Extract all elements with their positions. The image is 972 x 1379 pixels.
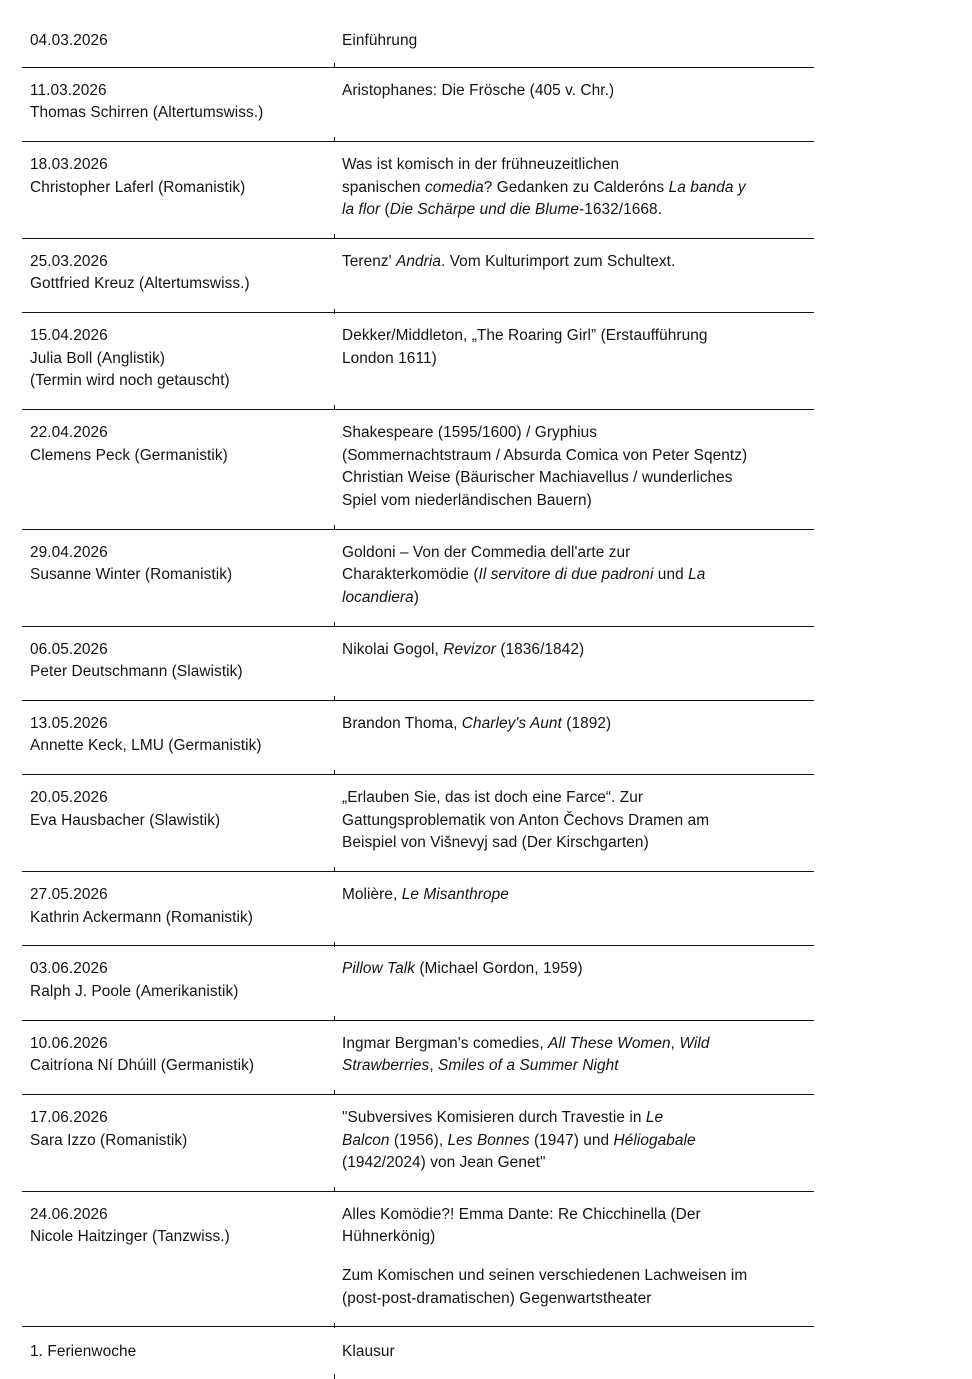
table-row <box>22 67 814 141</box>
text-run: -1632/1668. <box>579 201 663 219</box>
text-run: (Sommernachtstraum / Absurda Comica von Peter Sqentz) <box>342 446 748 464</box>
schedule-speaker: Susanne Winter (Romanistik) <box>30 566 233 584</box>
text-run: und <box>653 566 689 584</box>
text-run: Brandon Thoma, <box>342 714 462 732</box>
schedule-topic-line <box>342 542 806 565</box>
text-run: (1892) <box>561 714 612 732</box>
schedule-topic-line <box>342 810 806 833</box>
schedule-speaker: Kathrin Ackermann (Romanistik) <box>30 908 253 926</box>
schedule-topic-cell <box>334 141 814 238</box>
text-run: "Subversives Komisieren durch Travestie in <box>342 1108 646 1126</box>
schedule-topic-line <box>342 958 806 981</box>
table-row <box>22 529 814 626</box>
table-row <box>22 626 814 700</box>
text-run: ) <box>413 588 419 606</box>
text-run: , <box>429 1057 439 1075</box>
schedule-date-cell <box>22 141 334 238</box>
schedule-topic-paragraph <box>342 1341 806 1364</box>
schedule-date-cell <box>22 67 334 141</box>
text-run: Terenz' <box>342 252 397 270</box>
schedule-topic-line <box>342 587 806 610</box>
text-run: Ingmar Bergman's comedies, <box>342 1034 549 1052</box>
title-italic-run: La banda y <box>668 178 746 196</box>
schedule-topic-line <box>342 1152 806 1175</box>
title-italic-run: Andria <box>396 252 441 270</box>
schedule-date-cell <box>22 1327 334 1378</box>
text-run: „Erlauben Sie, das ist doch eine Farce“. Zur <box>342 789 644 807</box>
text-run: Molière, <box>342 886 402 904</box>
schedule-date-cell <box>22 238 334 312</box>
schedule-date: 27.05.2026 <box>30 886 108 904</box>
schedule-topic-cell <box>334 313 814 410</box>
schedule-rows <box>22 16 814 1378</box>
schedule-date-cell <box>22 775 334 872</box>
schedule-topic-paragraph <box>342 542 806 610</box>
text-run: Hühnerkönig) <box>342 1228 436 1246</box>
schedule-date-cell <box>22 16 334 67</box>
schedule-date: 06.05.2026 <box>30 640 108 658</box>
schedule-topic-cell <box>334 1191 814 1327</box>
schedule-speaker: Sara Izzo (Romanistik) <box>30 1131 188 1149</box>
schedule-topic-cell <box>334 1327 814 1378</box>
schedule-date: 22.04.2026 <box>30 424 108 442</box>
title-italic-run: Smiles of a Summer Night <box>438 1057 619 1075</box>
text-run: Shakespeare (1595/1600) / Gryphius <box>342 424 598 442</box>
schedule-topic-cell <box>334 700 814 774</box>
title-italic-run: Le Misanthrope <box>401 886 509 904</box>
schedule-topic-line <box>342 348 806 371</box>
schedule-topic-paragraph <box>342 1033 806 1078</box>
table-row <box>22 141 814 238</box>
schedule-date: 24.06.2026 <box>30 1205 108 1223</box>
schedule-topic-paragraph <box>342 884 806 907</box>
schedule-topic-line <box>342 80 806 103</box>
title-italic-run: All These Women <box>548 1034 671 1052</box>
text-run: London 1611) <box>342 349 437 367</box>
schedule-date: 18.03.2026 <box>30 155 108 173</box>
schedule-date-cell <box>22 946 334 1020</box>
schedule-topic-line <box>342 1033 806 1056</box>
text-run: (1836/1842) <box>495 640 585 658</box>
schedule-topic-cell <box>334 529 814 626</box>
table-row <box>22 1327 814 1378</box>
schedule-topic-paragraph <box>342 1107 806 1175</box>
schedule-topic-cell <box>334 16 814 67</box>
title-italic-run: La <box>688 566 706 584</box>
schedule-topic-line <box>342 467 806 490</box>
schedule-topic-cell <box>334 410 814 530</box>
seminar-schedule-table <box>22 16 814 1378</box>
schedule-topic-paragraph <box>342 80 806 103</box>
schedule-speaker: Christopher Laferl (Romanistik) <box>30 178 246 196</box>
schedule-topic-paragraph <box>342 251 806 274</box>
schedule-topic-line <box>342 1226 806 1249</box>
text-run: Alles Komödie?! Emma Dante: Re Chicchinella (Der <box>342 1205 701 1223</box>
schedule-date-cell <box>22 410 334 530</box>
schedule-topic-line <box>342 884 806 907</box>
schedule-speaker: Ralph J. Poole (Amerikanistik) <box>30 982 239 1000</box>
schedule-topic-line <box>342 1265 806 1288</box>
schedule-speaker: Eva Hausbacher (Slawistik) <box>30 811 221 829</box>
schedule-speaker: Julia Boll (Anglistik) <box>30 349 166 367</box>
title-italic-run: locandiera <box>342 588 414 606</box>
text-run: Charakterkomödie ( <box>342 566 479 584</box>
schedule-topic-line <box>342 1107 806 1130</box>
schedule-speaker: Caitríona Ní Dhúill (Germanistik) <box>30 1057 255 1075</box>
text-run: Spiel vom niederländischen Bauern) <box>342 491 592 509</box>
schedule-date: 04.03.2026 <box>30 32 108 49</box>
schedule-date-cell <box>22 872 334 946</box>
text-run: ( <box>380 201 390 219</box>
table-row <box>22 410 814 530</box>
schedule-date-cell <box>22 1191 334 1327</box>
table-row <box>22 946 814 1020</box>
title-italic-run: Strawberries <box>342 1057 430 1075</box>
text-run: Klausur <box>342 1343 395 1361</box>
schedule-topic-paragraph <box>342 1204 806 1249</box>
schedule-topic-paragraph <box>342 958 806 981</box>
schedule-date: 25.03.2026 <box>30 252 108 270</box>
schedule-date-cell <box>22 700 334 774</box>
schedule-topic-line <box>342 199 806 222</box>
schedule-topic-cell <box>334 626 814 700</box>
text-run: (1956), <box>389 1131 448 1149</box>
text-run: (1942/2024) von Jean Genet" <box>342 1154 546 1172</box>
schedule-date: 29.04.2026 <box>30 543 108 561</box>
schedule-topic-cell <box>334 775 814 872</box>
table-row <box>22 16 814 67</box>
schedule-date: 15.04.2026 <box>30 327 108 345</box>
title-italic-run: Les Bonnes <box>447 1131 530 1149</box>
schedule-topic-line <box>342 177 806 200</box>
text-run: Nikolai Gogol, <box>342 640 444 658</box>
title-italic-run: la flor <box>342 201 381 219</box>
schedule-topic-cell <box>334 1020 814 1094</box>
schedule-topic-cell <box>334 1094 814 1191</box>
schedule-topic-cell <box>334 67 814 141</box>
text-run: Einführung <box>342 32 418 49</box>
title-italic-run: Die Schärpe und die Blume <box>389 201 580 219</box>
schedule-topic-cell <box>334 872 814 946</box>
text-run: Gattungsproblematik von Anton Čechovs Dramen am <box>342 811 710 829</box>
schedule-date: 10.06.2026 <box>30 1034 108 1052</box>
schedule-date-cell <box>22 529 334 626</box>
schedule-topic-paragraph <box>342 154 806 222</box>
schedule-topic-line <box>342 1130 806 1153</box>
schedule-topic-paragraph <box>342 787 806 855</box>
schedule-date: 20.05.2026 <box>30 789 108 807</box>
table-row <box>22 313 814 410</box>
title-italic-run: Revizor <box>443 640 496 658</box>
text-run: Christian Weise (Bäurischer Machiavellus / wunderliches <box>342 469 733 487</box>
text-run: (1947) und <box>529 1131 614 1149</box>
text-run: . Vom Kulturimport zum Schultext. <box>440 252 676 270</box>
schedule-topic-line <box>342 564 806 587</box>
schedule-speaker: Gottfried Kreuz (Altertumswiss.) <box>30 275 250 293</box>
schedule-topic-line <box>342 1341 806 1364</box>
text-run: Beispiel von Višnevyj sad (Der Kirschgarten) <box>342 834 649 852</box>
schedule-speaker: Thomas Schirren (Altertumswiss.) <box>30 104 264 122</box>
schedule-topic-paragraph <box>342 325 806 370</box>
schedule-topic-paragraph <box>342 30 806 53</box>
schedule-topic-paragraph <box>342 639 806 662</box>
title-italic-run: Charley's Aunt <box>461 714 562 732</box>
text-run: , <box>670 1034 680 1052</box>
schedule-topic-line <box>342 325 806 348</box>
schedule-date-cell <box>22 1020 334 1094</box>
text-run: (post-post-dramatischen) Gegenwartstheater <box>342 1289 652 1307</box>
text-run: (Michael Gordon, 1959) <box>414 960 583 978</box>
schedule-date: 11.03.2026 <box>30 81 107 99</box>
schedule-topic-paragraph <box>342 1265 806 1310</box>
schedule-date: 03.06.2026 <box>30 960 108 978</box>
title-italic-run: comedia <box>425 178 484 196</box>
schedule-date: 1. Ferienwoche <box>30 1343 137 1361</box>
schedule-speaker: Nicole Haitzinger (Tanzwiss.) <box>30 1228 230 1246</box>
text-run: Dekker/Middleton, „The Roaring Girl” (Erstaufführung <box>342 327 708 345</box>
schedule-topic-line <box>342 832 806 855</box>
text-run: spanischen <box>342 178 425 196</box>
schedule-topic-line <box>342 639 806 662</box>
schedule-date: 17.06.2026 <box>30 1108 108 1126</box>
schedule-speaker: Annette Keck, LMU (Germanistik) <box>30 737 262 755</box>
table-row <box>22 700 814 774</box>
schedule-speaker: Clemens Peck (Germanistik) <box>30 446 228 464</box>
schedule-topic-line <box>342 251 806 274</box>
text-run: Goldoni – Von der Commedia dell'arte zur <box>342 543 631 561</box>
table-row <box>22 872 814 946</box>
schedule-topic-line <box>342 1055 806 1078</box>
page-root <box>0 16 972 1361</box>
schedule-topic-line <box>342 1288 806 1311</box>
title-italic-run: Balcon <box>342 1131 390 1149</box>
title-italic-run: Wild <box>679 1034 710 1052</box>
text-run: ? Gedanken zu Calderóns <box>483 178 669 196</box>
schedule-topic-line <box>342 1204 806 1227</box>
text-run: Was ist komisch in der frühneuzeitlichen <box>342 155 620 173</box>
schedule-topic-paragraph <box>342 713 806 736</box>
schedule-date-note: (Termin wird noch getauscht) <box>30 372 230 390</box>
table-row <box>22 1094 814 1191</box>
schedule-topic-line <box>342 422 806 445</box>
schedule-topic-line <box>342 30 806 53</box>
table-row <box>22 775 814 872</box>
title-italic-run: Héliogabale <box>613 1131 696 1149</box>
schedule-date: 13.05.2026 <box>30 714 108 732</box>
table-row <box>22 1191 814 1327</box>
schedule-speaker: Peter Deutschmann (Slawistik) <box>30 663 243 681</box>
schedule-topic-line <box>342 713 806 736</box>
text-run: Zum Komischen und seinen verschiedenen Lachweisen im <box>342 1267 748 1285</box>
schedule-date-cell <box>22 1094 334 1191</box>
schedule-topic-cell <box>334 946 814 1020</box>
schedule-topic-line <box>342 490 806 513</box>
schedule-date-cell <box>22 313 334 410</box>
table-row <box>22 1020 814 1094</box>
table-row <box>22 238 814 312</box>
schedule-topic-line <box>342 445 806 468</box>
text-run: Aristophanes: Die Frösche (405 v. Chr.) <box>342 81 615 99</box>
title-italic-run: Pillow Talk <box>342 960 415 978</box>
schedule-topic-line <box>342 787 806 810</box>
schedule-topic-paragraph <box>342 422 806 513</box>
schedule-topic-cell <box>334 238 814 312</box>
schedule-topic-line <box>342 154 806 177</box>
title-italic-run: Il servitore di due padroni <box>478 566 654 584</box>
schedule-date-cell <box>22 626 334 700</box>
title-italic-run: Le <box>645 1108 664 1126</box>
